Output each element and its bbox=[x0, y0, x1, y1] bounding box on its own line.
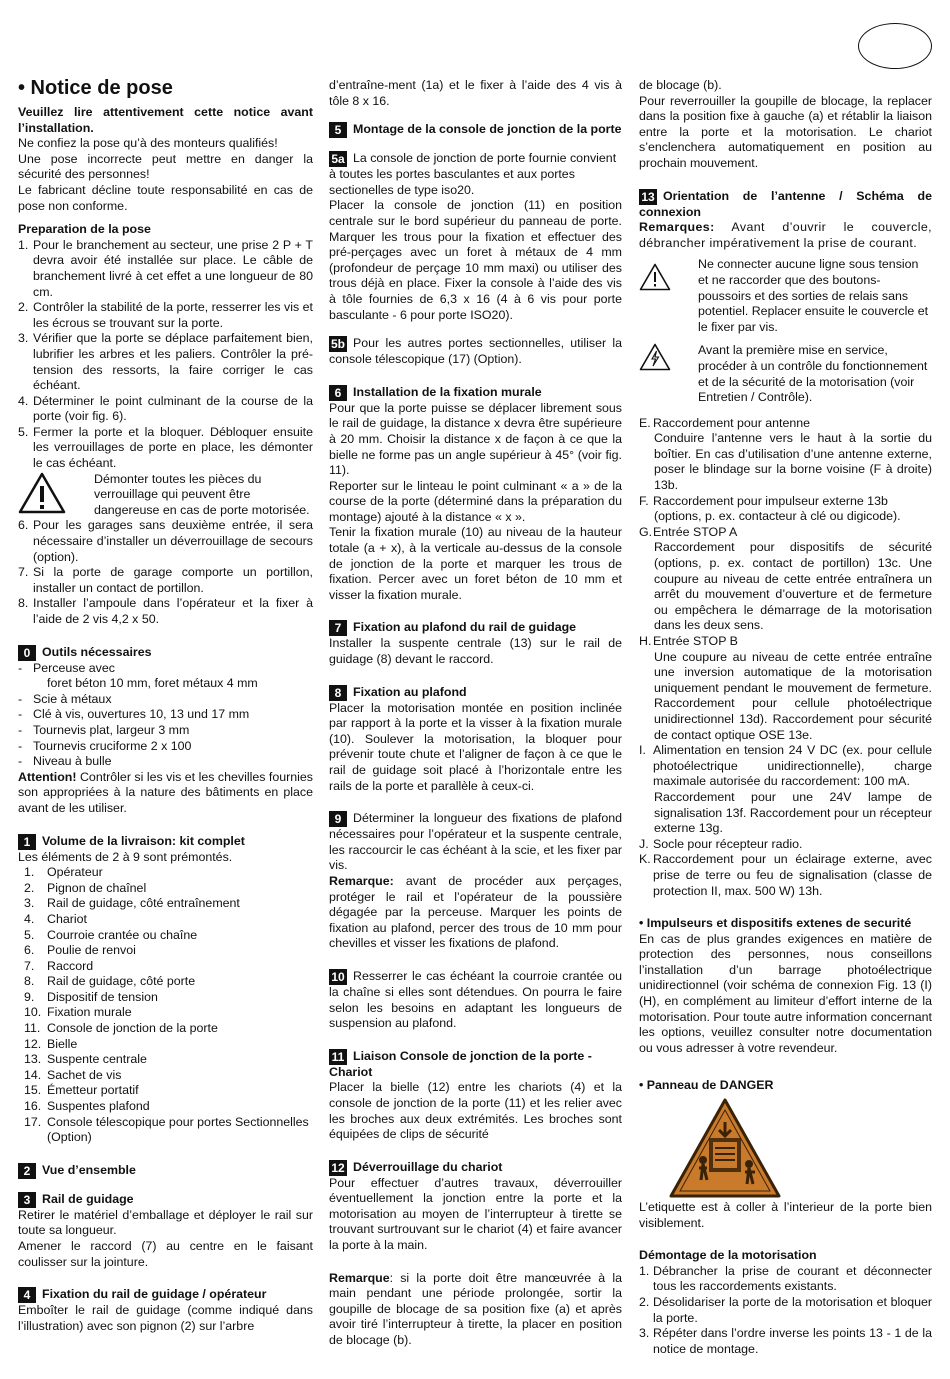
language-badge bbox=[858, 23, 932, 69]
list-item: 11. Console de jonction de la porte bbox=[24, 1021, 218, 1036]
list-item: 3. Rail de guidage, côté entraînement bbox=[24, 896, 240, 911]
warning-note: Démonter toutes les pièces du verrouillage qui peuvent être dangereuse en cas de porte motorisée. bbox=[18, 472, 313, 519]
column-2: d’entraîne-ment (1a) et le fixer à l’aide des 4 vis à tôle 8 x 16. 5 Montage de la console de jonction de la porte 5a La console de jonction de porte fournie convient à toutes les portes basculantes et aux portes sectionelles de type iso20. Placer la console de jonction (11) en position centrale sur le bord supérieur du panneau de porte. Marquer les trous pour la fixation et effectuer des pré-perçages avec un foret à métaux de 4 mm (profondeur de perçage 10 mm maxi) ou utiliser des trous déjà en place. Fixer la console à l’aide des vis à tôle fournies de 6,3 x 16 (4 à 6 vis pour porte basculante - 6 pour porte ISO20). 5b Pour les autres portes sectionnelles, utiliser la console télescopique (17) (Option). 6 Installation de la fixation murale Pour que la porte puisse se déplacer librement sous le rail de guidage, la distance x devra être supérieure à 20 mm. Choisir la distance x de façon à ce que la bielle ne forme pas un angle supérieur à 45° (voir fig. 11). Reporter sur le linteau le point culminant « a » de la course de la porte (déterminé dans la préparation du montage) ajouté à la distance « x ». Tenir la fixation murale (10) au niveau de la hauteur totale (a + x), à la verticale au-dessus de la console de jonction de la porte et marquer les trous de fixation. Percer avec un foret béton de 10 mm et visser la fixation murale. 7 Fixation au plafond du rail de guidage Installer la suspente centrale (13) sur le rail de guidage (8) devant le raccord. 8 Fixation au plafond Placer la motorisation montée en position inclinée par rapport à la porte et la visser à la fixation murale (10). Soulever la motorisation, la bloquer pour prévenir toute chute et l’aligner de façon à ce que le rail de guidage soit placé à l’horizontale entre les rails de la porte et parallèle à ceux-ci. 9 Déterminer la longueur des fixations de plafond nécessaires pour l’opérateur et la suspente centrale, les raccourcir le cas échéant à la scie, et les fixer par vis. Remarque: avant de procéder aux perçages, protéger le rail et l’opérateur de la poussière dégagée par la perceuse. Marquer les points de fixation au plafond, percer des trous de 10 mm pour chevilles et visser les fixations de plafond. 10 Resserrer le cas échéant la courroie crantée ou la chaîne si elles sont détendues. On pourra le faire selon les besoins en adaptant les longueurs de suspension au plafond. 11 Liaison Console de jonction de la porte - Chariot Placer la bielle (12) entre les chariots (4) et la console de jonction de la porte (11) et les relier avec les broches aux deux extrémités. Les broches sont équipées de clips de sécurité 12 Déverrouillage du chariot Pour effectuer d’autres travaux, déverrouiller éventuellement la jonction entre la porte et la motorisation au moyen de l’interrupteur à tirette se trouvant surtrouvant sur le chariot (4) et faire avancer la porte à la main. Remarque: si la porte doit être manœuvrée à la main pendant une période prolongée, sortir la goupille de blocage de sa position fixe (a) et après avoir tiré l’interrupteur à tirette, la placer en position de blocage (b). bbox=[329, 78, 622, 1348]
list-item: 1. Opérateur bbox=[24, 865, 103, 880]
prep-title: Preparation de la pose bbox=[18, 222, 151, 237]
section-1-heading: 1 Volume de la livraison: kit complet bbox=[18, 834, 313, 850]
list-item: 8. Installer l’ampoule dans l’opérateur et la fixer à l’aide de 2 vis 4,2 x 50. bbox=[18, 596, 313, 626]
list-item: 8. Rail de guidage, côté porte bbox=[24, 974, 196, 989]
warning-note-2: Avant la première mise en service, procéder à un contrôle du fonctionnement et de la sécurité de la motorisation (voir Entretien / Contrôle). bbox=[639, 343, 932, 405]
list-item: 1. Débrancher la prise de courant et déconnecter tous les raccordements existants. bbox=[639, 1263, 932, 1294]
intro-line: Une pose incorrecte peut mettre en danger la sécurité des personnes! bbox=[18, 151, 313, 182]
list-item: 4. Déterminer le point culminant de la course de la porte (voir fig. 6). bbox=[18, 393, 313, 424]
section-7-heading: 7 Fixation au plafond du rail de guidage bbox=[329, 620, 622, 636]
intro-line: Ne confiez la pose qu’à des monteurs qualifiés! bbox=[18, 136, 278, 151]
section-0-heading: 0 Outils nécessaires bbox=[18, 645, 313, 661]
list-item: 15. Émetteur portatif bbox=[24, 1083, 139, 1098]
column-1: • Notice de pose Veuillez lire attentivement cette notice avant l’installation. Ne confiez la pose qu’à des monteurs qualifiés! Une pose incorrecte peut mettre en danger la sécurité des personnes! Le fabricant décline toute responsabilité en cas de pose non conforme. Preparation de la pose 1. Pour le branchement au secteur, une prise 2 P + T devra avoir été installée sur place. Le câble de branchement livré à cet effet a une longueur de 80 cm. 2. Contrôler la stabilité de la porte, resserrer les vis et les écrous se trouvant sur la porte. 3. Vérifier que la porte se déplace parfaitement bien, lubrifier les arbres et les paliers. Contrôler la pré-tension des ressorts, la faire corriger le cas échéant. 4. Déterminer le point culminant de la course de la porte (voir fig. 6). 5. Fermer la porte et la bloquer. Débloquer ensuite les verrouillages de porte en place, les démonter le cas échéant. Démonter toutes les pièces du verrouillage qui peuvent être dangereuse en cas de porte motorisée. 6. Pour les garages sans deuxième entrée, il sera nécessaire d’installer un déverrouillage de secours (option). 7. Si la porte de garage comporte un portillon, installer un contact de portillon. 8. Installer l’ampoule dans l’opérateur et la fixer à l’aide de 2 vis 4,2 x 50. 0 Outils nécessaires - Perceuse avec foret béton 10 mm, foret métaux 4 mm - Scie à métaux - Clé à vis, ouvertures 10, 13 und 17 mm - Tournevis plat, largeur 3 mm - Tournevis cruciforme 2 x 100 - Niveau à bulle Attention! Contrôler si les vis et les chevilles fournies son appropriées à la nature des bâtiments en place avant de les utiliser. 1 Volume de la livraison: kit complet Les éléments de 2 à 9 sont prémontés. 1. Opérateur 2. Pignon de chaînel 3. Rail de guidage, côté entraînement 4. Chariot 5. Courroie crantée ou chaîne 6. Poulie de renvoi 7. Raccord 8. Rail de guidage, côté porte 9. Dispositif de tension 10. Fixation murale 11. Console de jonction de la porte 12. Bielle 13. Suspente centrale 14. Sachet de vis 15. Émetteur portatif 16. Suspentes plafond 17. Console télescopique pour portes Sectionnelles (Option) 2 Vue d’ensemble 3 Rail de guidage Retirer le matériel d’emballage et déployer le rail sur toute sa longueur. Amener le raccord (7) au centre en le faisant coulisser sur la jointure. 4 Fixation du rail de guidage / opérateur Emboîter le rail de guidage (comme indiqué dans l’illustration) avec son pignon (2) sur l’arbre bbox=[18, 77, 313, 1333]
intro-bold: Veuillez lire attentivement cette notice avant l’installation. bbox=[18, 105, 313, 135]
intro-line: Le fabricant décline toute responsabilité en cas de pose non conforme. bbox=[18, 182, 313, 213]
list-item: 2. Contrôler la stabilité de la porte, resserrer les vis et les écrous se trouvant sur la porte. bbox=[18, 300, 313, 330]
list-item: G. Entrée STOP A bbox=[639, 524, 738, 539]
section-12-heading: 12 Déverrouillage du chariot bbox=[329, 1160, 622, 1176]
list-item-detail: (options, p. ex. contacteur à clé ou digicode). bbox=[654, 509, 901, 524]
section-3-heading: 3 Rail de guidage bbox=[18, 1192, 313, 1208]
attention-note: Attention! Contrôler si les vis et les chevilles fournies son appropriées à la nature des bâtiments en place avant de les utiliser. bbox=[18, 769, 313, 815]
connection-list bbox=[639, 416, 932, 899]
list-item: 5. Courroie crantée ou chaîne bbox=[24, 927, 198, 942]
list-item: 4. Chariot bbox=[24, 911, 87, 926]
list-item: J. Socle pour récepteur radio. bbox=[639, 836, 803, 851]
section-5a: 5a La console de jonction de porte fournie convient à toutes les portes basculantes et aux portes sectionelles de type iso20. bbox=[329, 151, 617, 197]
list-item-detail: Raccordement pour dispositifs de sécurité (options, p. ex. contact de portillon) 13c. Une coupure au niveau de cette entrée entraînera un arrêt du mouvement d’ouverture et de fermeture ou empêchera le démarrage de la motorisation dans les deux sens. bbox=[654, 540, 932, 633]
warning-triangle-icon bbox=[18, 472, 94, 519]
list-item: H. Entrée STOP B bbox=[639, 634, 738, 648]
list-item-detail: Raccordement pour une 24V lampe de signalisation 13f. Raccordement pour un récepteur externe 13g. bbox=[654, 789, 932, 836]
list-item: K. Raccordement pour un éclairage externe, avec prise de terre ou feu de signalisation (classe de protection II, max. 500 W) 13h. bbox=[639, 852, 932, 898]
prep-list bbox=[18, 238, 313, 472]
list-item: 3. Répéter dans l’ordre inverse les points 13 - 1 de la notice de montage. bbox=[639, 1326, 932, 1356]
list-item: 16. Suspentes plafond bbox=[24, 1099, 150, 1114]
list-item: 12. Bielle bbox=[24, 1036, 78, 1051]
list-item: E. Raccordement pour antenne bbox=[639, 415, 811, 430]
list-item: 6. Poulie de renvoi bbox=[24, 943, 136, 958]
list-item-detail: Une coupure au niveau de cette entrée entraîne une inversion automatique de la motorisation uniquement pendant le mouvement de fermeture. Raccordement pour cellule photoélectrique unidirectionnel 13d). Raccordement pour sécurité de contact optique OSE 13e. bbox=[654, 649, 932, 742]
tools-list: - Perceuse avec foret béton 10 mm, foret métaux 4 mm - Scie à métaux - Clé à vis, ouvertures 10, 13 und 17 mm - Tournevis plat, largeur 3 mm - Tournevis cruciforme 2 x 100 - Niveau à bulle bbox=[18, 660, 258, 769]
warning-triangle-icon bbox=[639, 257, 698, 296]
section-10: 10 Resserrer le cas échéant la courroie crantée ou la chaîne si elles sont détendues. On pourra le faire selon les besoins en adaptant les longueurs de suspension au plafond. bbox=[329, 968, 622, 1031]
parts-list bbox=[18, 865, 313, 1146]
danger-title: • Panneau de DANGER bbox=[639, 1078, 774, 1093]
section-11-heading: 11 Liaison Console de jonction de la porte - Chariot bbox=[329, 1048, 592, 1079]
lightning-triangle-icon bbox=[639, 343, 698, 376]
list-item: 1. Pour le branchement au secteur, une prise 2 P + T devra avoir été installée sur place. Le câble de branchement livré à cet effet a une longueur de 80 cm. bbox=[18, 237, 313, 299]
section-6-heading: 6 Installation de la fixation murale bbox=[329, 385, 622, 401]
prep-list-2 bbox=[18, 518, 313, 627]
list-item: 7. Raccord bbox=[24, 958, 94, 973]
list-item-detail: Conduire l’antenne vers le haut à la sortie du boîtier. En cas d’utilisation d’une antenne externe, poser le blindage sur la borne voisine (F à droite) 13b. bbox=[654, 431, 932, 493]
section-8-heading: 8 Fixation au plafond bbox=[329, 685, 622, 701]
list-item: 10. Fixation murale bbox=[24, 1005, 132, 1020]
list-item: 9. Dispositif de tension bbox=[24, 989, 158, 1004]
list-item: 5. Fermer la porte et la bloquer. Débloquer ensuite les verrouillages de porte en place, les démonter le cas échéant. bbox=[18, 424, 313, 471]
danger-sign-icon bbox=[669, 1098, 781, 1198]
impulse-title: • Impulseurs et dispositifs extenes de securité bbox=[639, 916, 912, 931]
page-title: • Notice de pose bbox=[18, 77, 173, 99]
list-item: 7. Si la porte de garage comporte un portillon, installer un contact de portillon. bbox=[18, 565, 313, 595]
section-9: 9 Déterminer la longueur des fixations de plafond nécessaires pour l’opérateur et la suspente centrale, les raccourcir le cas échéant à la scie, et les fixer par vis. bbox=[329, 811, 622, 873]
section-13-heading: 13 Orientation de l’antenne / Schéma de connexion bbox=[639, 188, 932, 219]
list-item: 6. Pour les garages sans deuxième entrée, il sera nécessaire d’installer un déverrouillage de secours (option). bbox=[18, 518, 313, 564]
warning-note-1: Ne connecter aucune ligne sous tension et ne raccorder que des boutons-poussoirs et des sorties de relais sans potentiel. Replacer ensuite le couvercle et le fixer par vis. bbox=[639, 257, 932, 335]
list-item: 17. Console télescopique pour portes Sectionnelles (Option) bbox=[24, 1114, 309, 1145]
list-item: 13. Suspente centrale bbox=[24, 1052, 147, 1067]
dismount-list bbox=[639, 1264, 932, 1358]
column-3: de blocage (b). Pour reverrouiller la goupille de blocage, la replacer dans la position fixe à gauche (a) et rétablir la liaison entre la porte et la motorisation. Le chariot s’enclenchera automatiquement en position au prochain mouvement. 13 Orientation de l’antenne / Schéma de connexion Remarques: Avant d’ouvrir le couvercle, débrancher impérativement la prise de courant. Ne connecter aucune ligne sous tension et ne raccorder que des boutons-poussoirs et des sorties de relais sans potentiel. Replacer ensuite le couvercle et le fixer par vis. Avant la première mise en service, procéder à un contrôle du fonctionnement et de la sécurité de la motorisation (voir Entretien / Contrôle). E. Raccordement pour antenne Conduire l’antenne vers le haut à la sortie du boîtier. En cas d’utilisation d’une antenne externe, poser le blindage sur la borne voisine (F à droite) 13b. F. Raccordement pour impulseur externe 13b (options, p. ex. contacteur à clé ou digicode). G. Entrée STOP A Raccordement pour dispositifs de sécurité (options, p. ex. contact de portillon) 13c. Une coupure au niveau de cette entrée entraînera un arrêt du mouvement d’ouverture et de fermeture ou empêchera le démarrage de la motorisation dans les deux sens. H. Entrée STOP B Une coupure au niveau de cette entrée entraîne une inversion automatique de la motorisation uniquement pendant le mouvement de fermeture. Raccordement pour cellule photoélectrique unidirectionnel 13d). Raccordement pour sécurité de contact optique OSE 13e. I. Alimentation en tension 24 V DC (ex. pour cellule photoélectrique unidirectionnelle), charge maximale autorisée du raccordement: 100 mA. Raccordement pour une 24V lampe de signalisation 13f. Raccordement pour un récepteur externe 13g. J. Socle pour récepteur radio. K. Raccordement pour un éclairage externe, avec prise de terre ou feu de signalisation (classe de protection II, max. 500 W) 13h. • Impulseurs et dispositifs extenes de securité En cas de plus grandes exigences en matière de protection des personnes, nous conseillons l’installation d’un barrage photoélectrique unidirectionnel (voir schéma de connexion Fig. 13 (I) (H), en complément au limiteur d’effort interne de la motorisation. Pour toute autre information concernant les options, veuillez consulter notre documentation ou vous adresser à votre revendeur. • Panneau de DANGER L’etiquette est à coller à l’interieur de la porte bien visiblement. Démontage de la motorisation 1. Débrancher la prise de courant et déconnecter tous les raccordements existants. 2. Désolidariser la porte de la motorisation et bloquer la porte. 3. Répéter dans l’ordre inverse les points 13 - 1 de la notice de montage. bbox=[639, 78, 932, 1356]
list-item: F. Raccordement pour impulseur externe 13b bbox=[639, 493, 888, 508]
section-2-heading: 2 Vue d’ensemble bbox=[18, 1163, 313, 1179]
section-5-heading: 5 Montage de la console de jonction de la porte bbox=[329, 122, 622, 138]
list-item: 3. Vérifier que la porte se déplace parfaitement bien, lubrifier les arbres et les paliers. Contrôler la pré-tension des ressorts, la faire corriger le cas échéant. bbox=[18, 331, 313, 393]
list-item: 2. Désolidariser la porte de la motorisation et bloquer la porte. bbox=[639, 1295, 932, 1325]
list-item: 14. Sachet de vis bbox=[24, 1067, 122, 1082]
section-4-heading: 4 Fixation du rail de guidage / opérateur bbox=[18, 1287, 313, 1303]
dismount-title: Démontage de la motorisation bbox=[639, 1248, 817, 1263]
list-item: I. Alimentation en tension 24 V DC (ex. pour cellule photoélectrique unidirectionnelle), charge maximale autorisée du raccordement: 100 mA. bbox=[639, 743, 932, 789]
section-5b: 5b Pour les autres portes sectionnelles, utiliser la console télescopique (17) (Option). bbox=[329, 336, 622, 367]
list-item: 2. Pignon de chaînel bbox=[24, 880, 147, 895]
